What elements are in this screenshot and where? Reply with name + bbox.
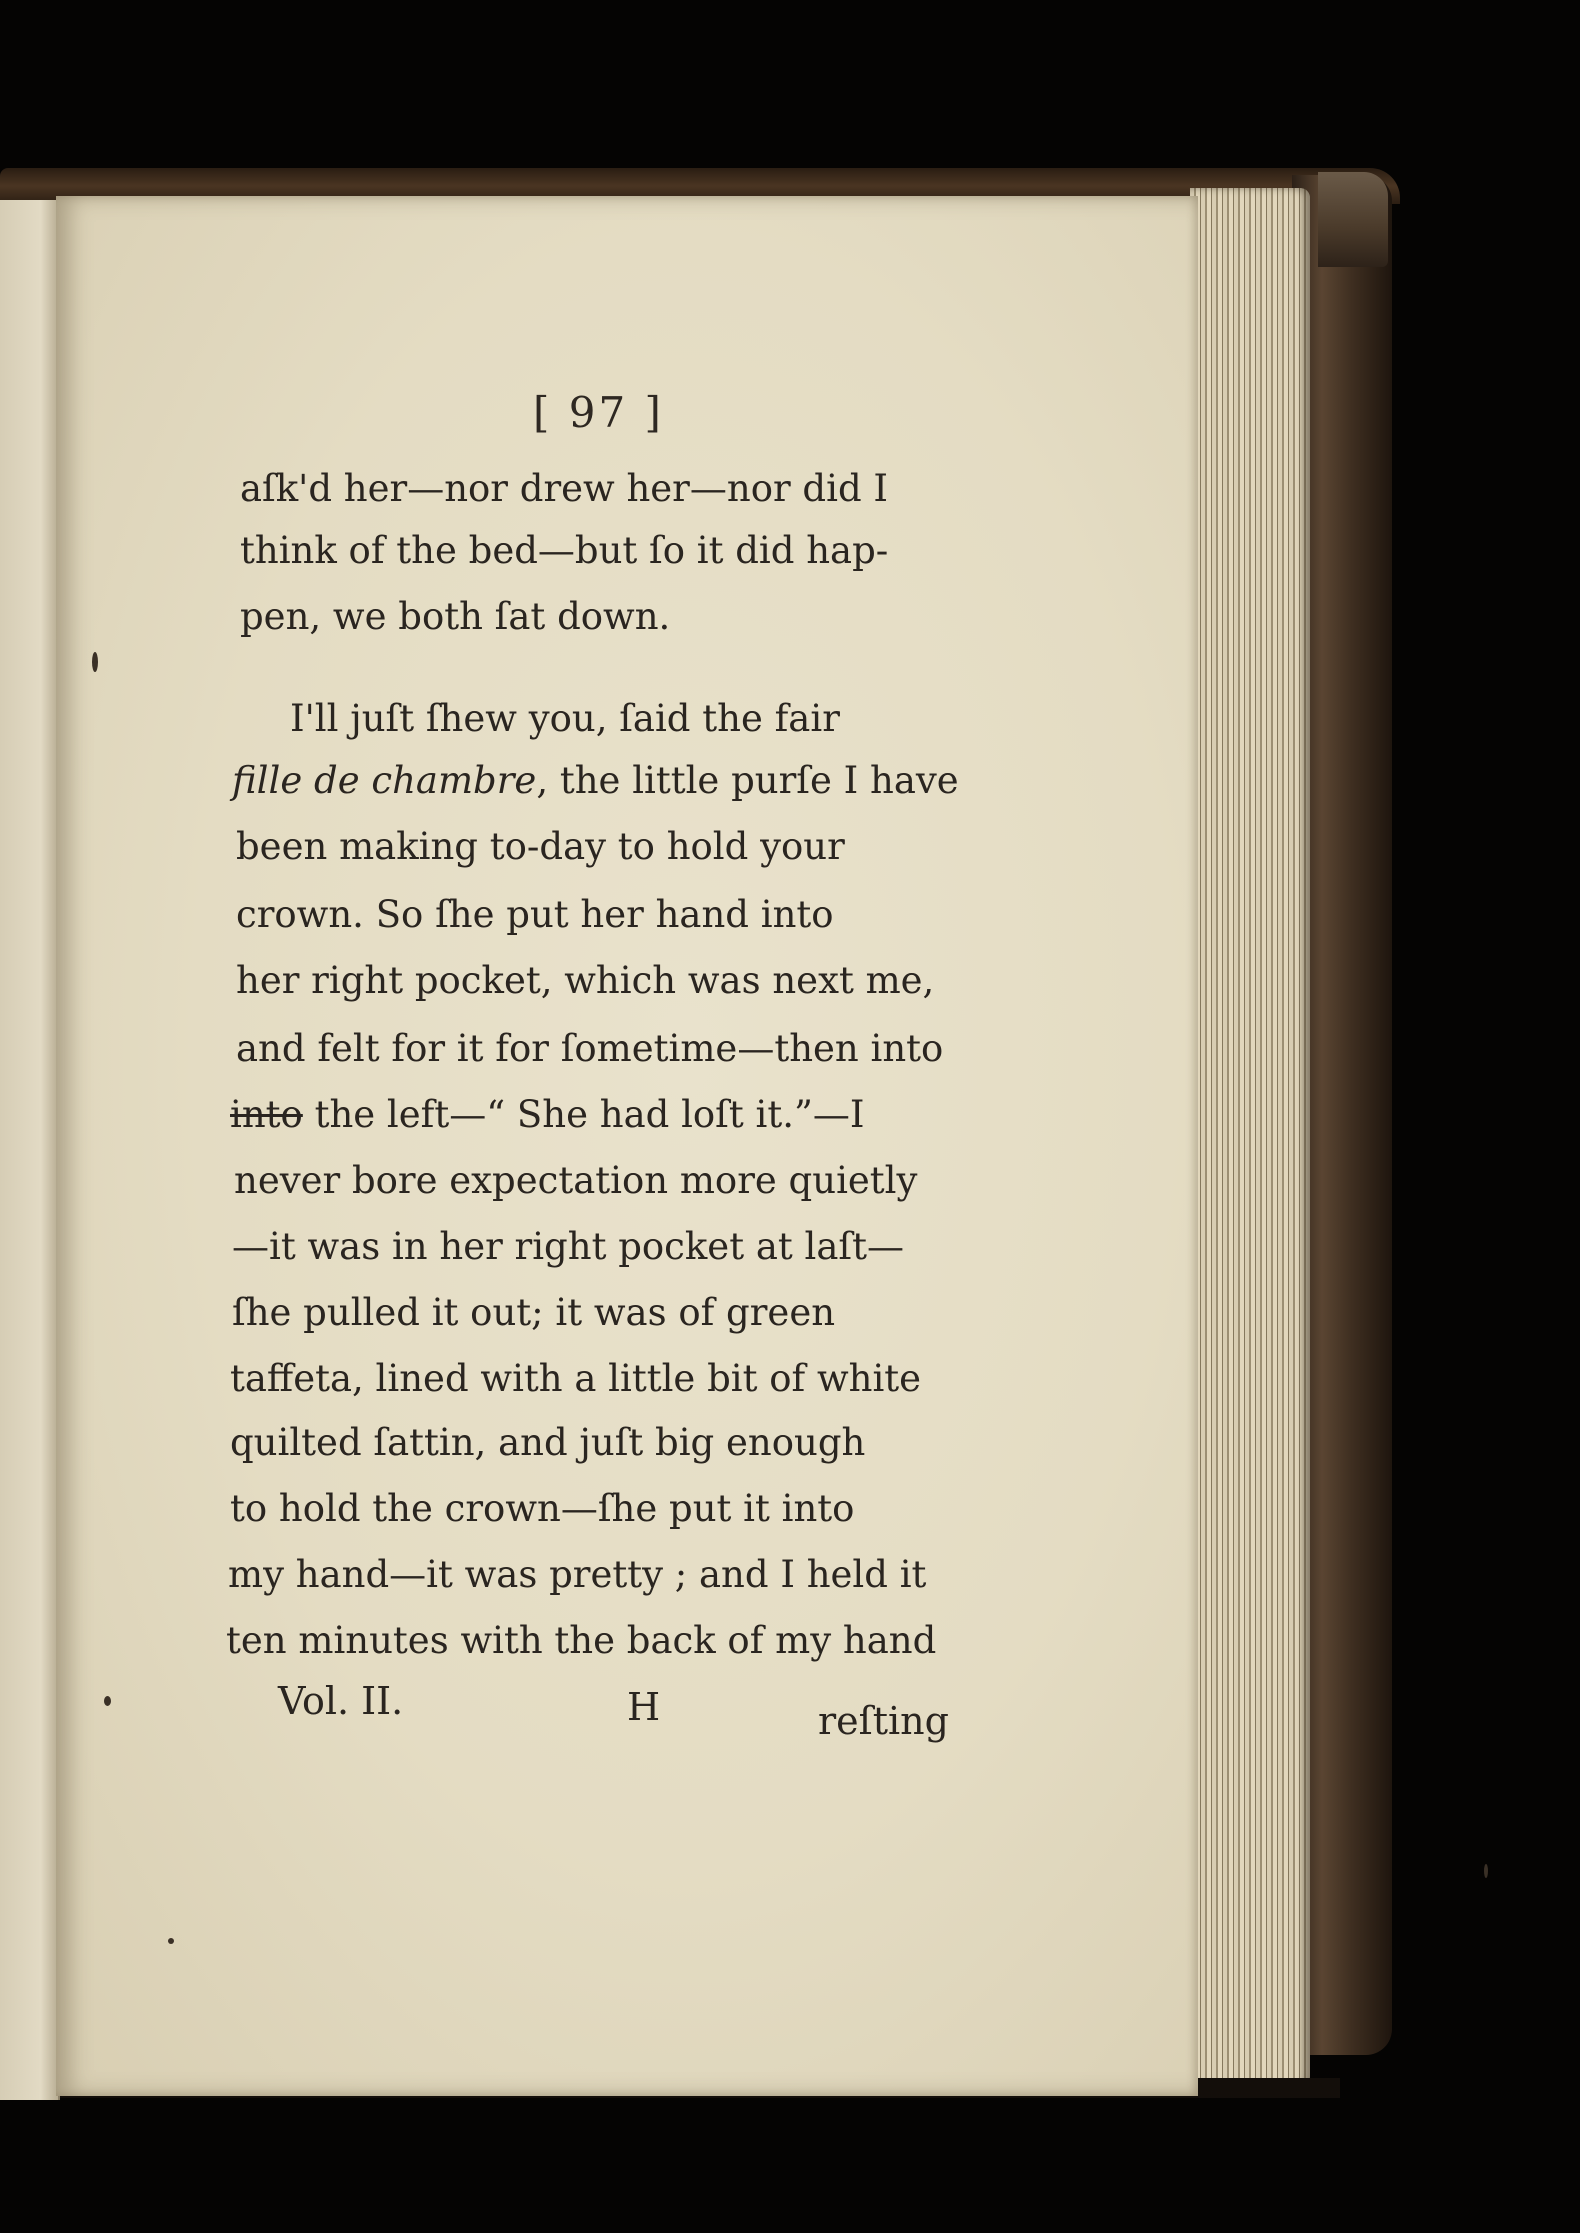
text-line: been making to-day to hold your [236,825,845,868]
page-fore-edge-stack [1190,188,1310,2088]
text-line: quilted ſattin, and juſt big enough [230,1421,866,1464]
text-line: ten minutes with the back of my hand [226,1619,937,1662]
text-line: aſk'd her—nor drew her—nor did I [240,467,889,510]
italic-phrase: fille de chambre [232,759,537,802]
text-line: I'll juſt ſhew you, ſaid the fair [290,697,840,740]
text-line: think of the bed—but ſo it did hap- [240,529,889,572]
struck-word: into [230,1093,303,1136]
text-line-post: the left—“ She had loſt it.”—I [302,1093,865,1136]
ink-speck [92,652,98,672]
text-line: taffeta, lined with a little bit of white [230,1357,922,1400]
spine-headcap [1318,172,1388,267]
volume-signature: Vol. II. [278,1679,404,1723]
text-line: ſhe pulled it out; it was of green [232,1291,836,1334]
text-line: and felt for it for ſometime—then into [236,1027,944,1070]
text-line: her right pocket, which was next me, [236,959,935,1002]
text-line: never bore expectation more quietly [234,1159,918,1202]
catchword: reſting [818,1699,949,1743]
page-number-header: [ 97 ] [533,388,664,437]
left-page-sliver [0,200,60,2100]
text-line-post: , the little purſe I have [536,759,959,802]
gathering-signature: H [627,1685,661,1729]
ink-speck [168,1938,174,1944]
text-line: crown. So ſhe put her hand into [236,893,834,936]
text-line: pen, we both ſat down. [240,595,671,638]
text-line: my hand—it was pretty ; and I held it [228,1553,927,1596]
text-line [230,1093,865,1136]
ink-speck [104,1696,111,1706]
text-line: —it was in her right pocket at laſt— [232,1225,904,1268]
ink-speck [1484,1864,1488,1878]
text-line: to hold the crown—ſhe put it into [230,1487,855,1530]
text-line [232,759,959,802]
